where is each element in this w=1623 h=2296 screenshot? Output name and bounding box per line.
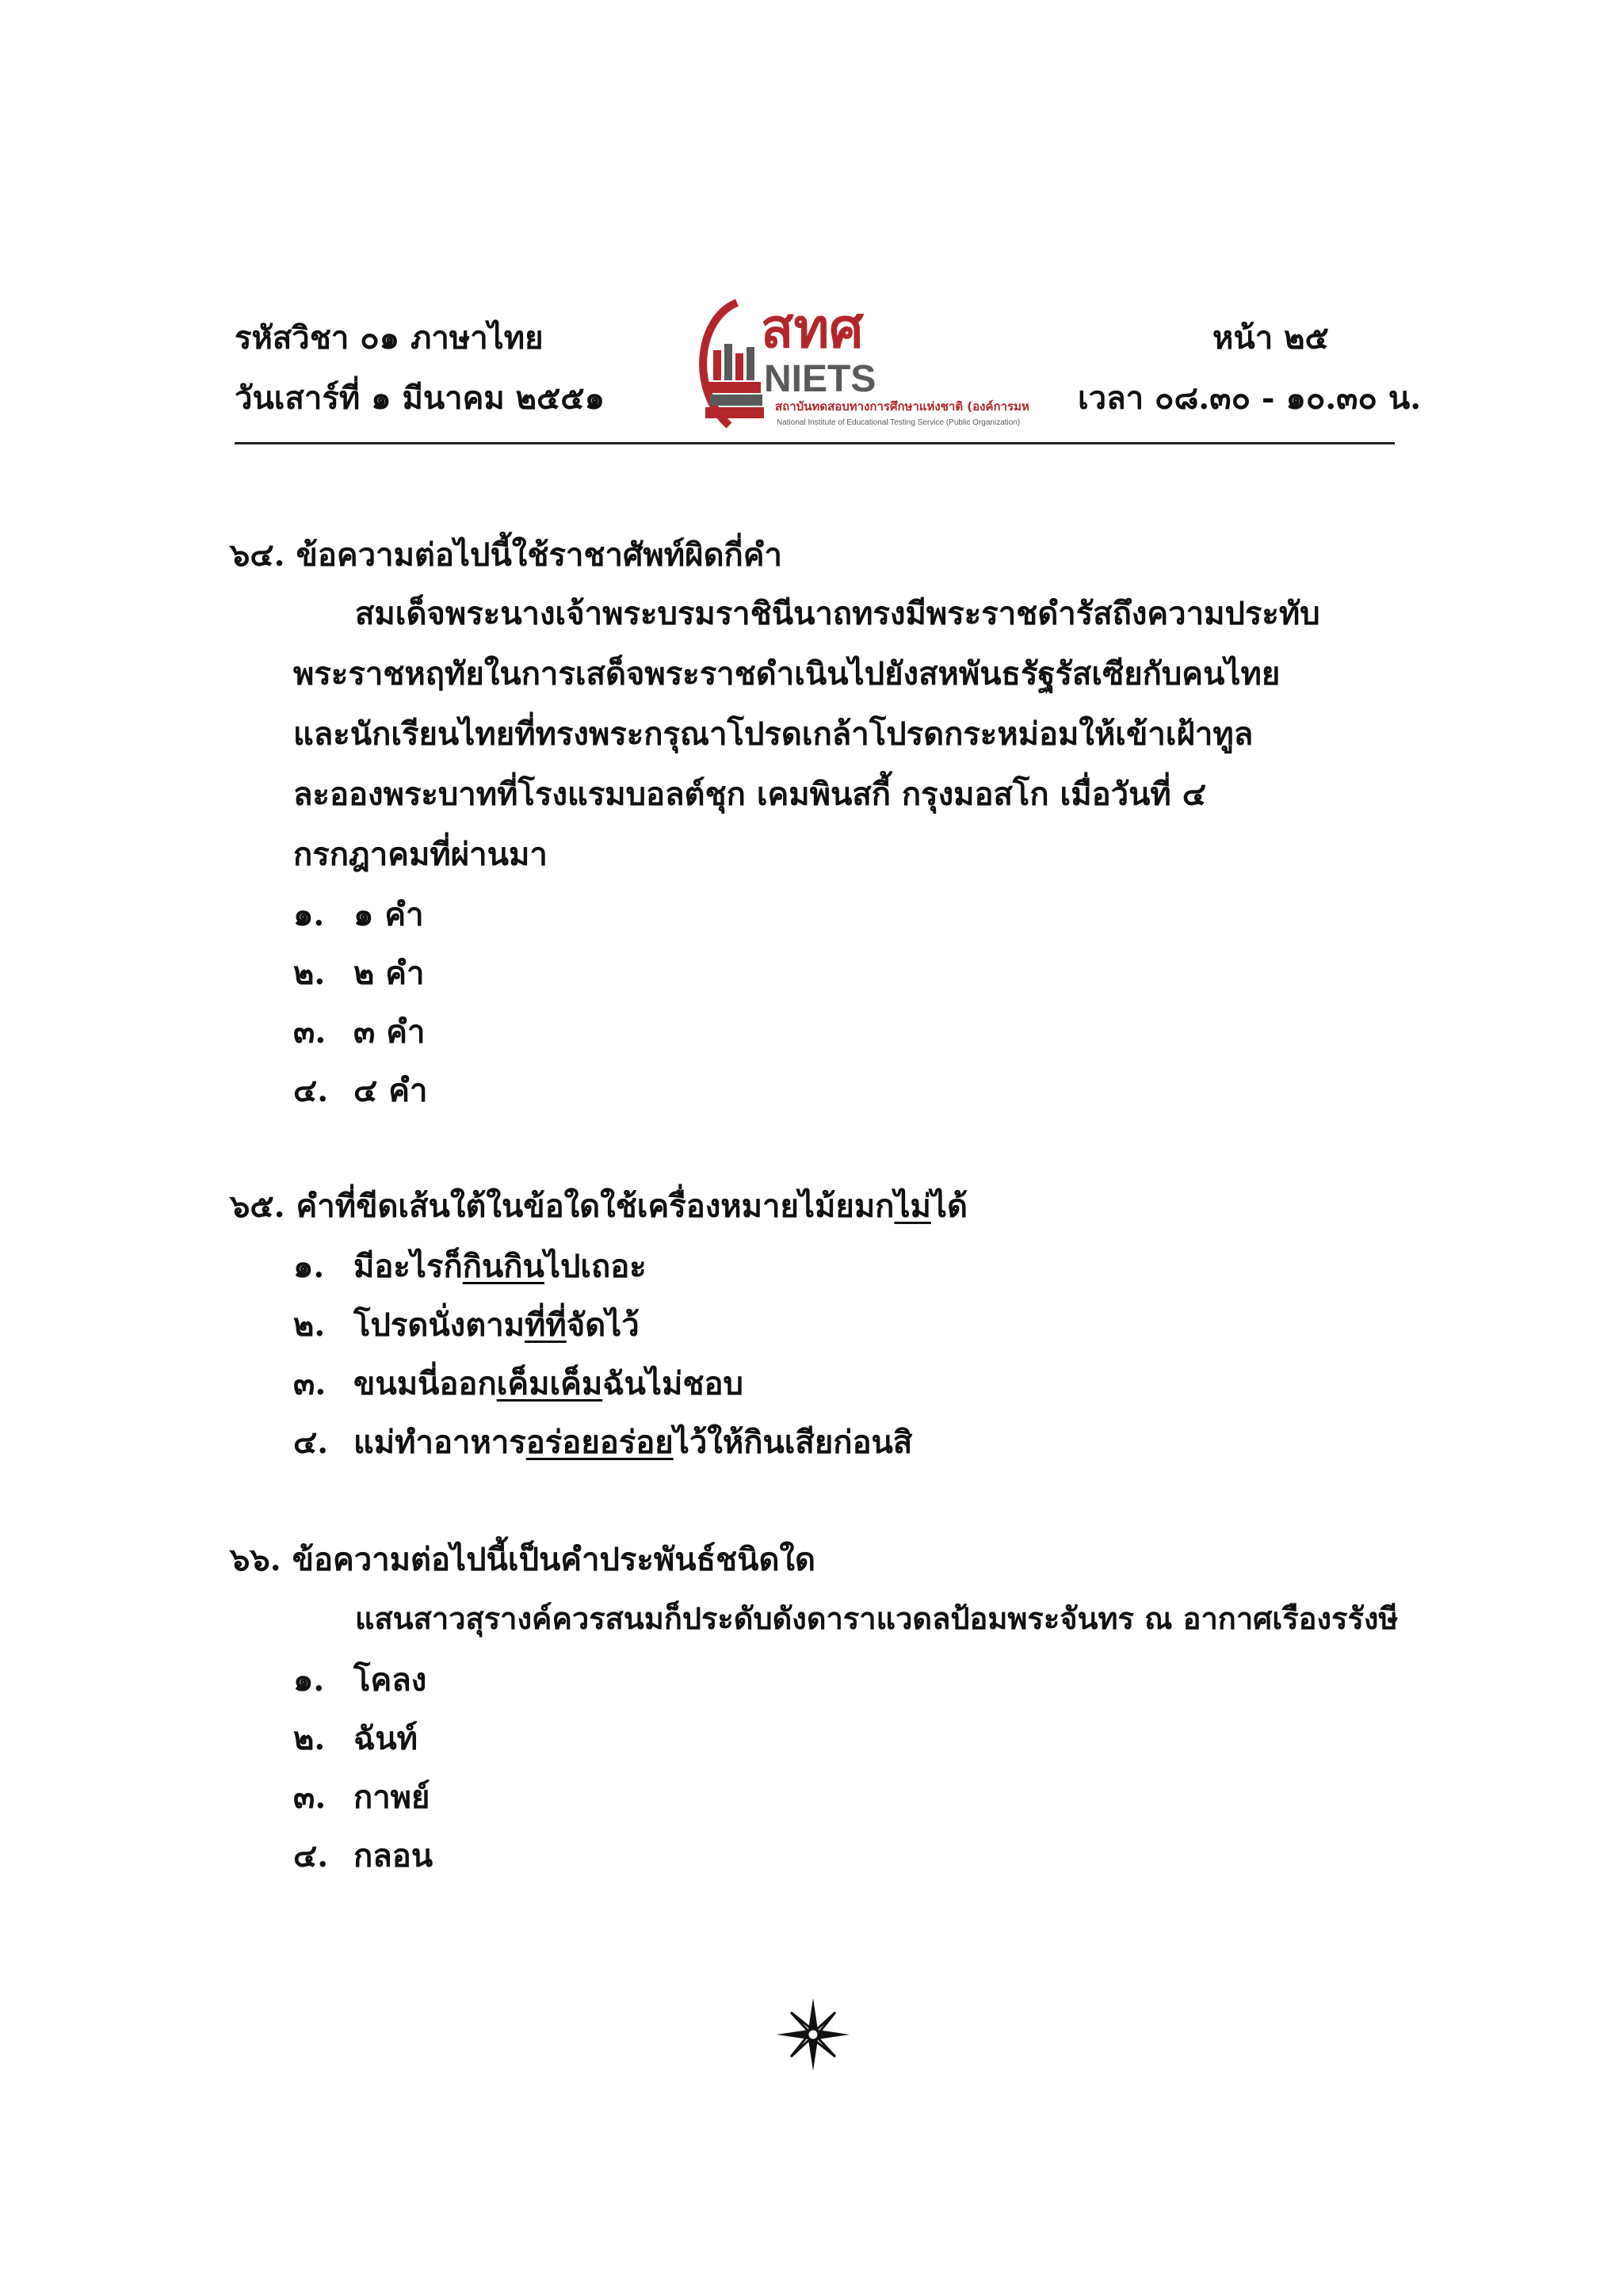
- option-text-underlined: กินกิน: [462, 1248, 544, 1285]
- option-text-before: โปรดนั่งตาม: [353, 1306, 525, 1344]
- option-text-before: แม่ทำอาหาร: [353, 1424, 526, 1461]
- option-text: กาพย์: [353, 1779, 430, 1816]
- logo-title: สทศ: [761, 298, 864, 360]
- q65-option-3[interactable]: [293, 1358, 743, 1409]
- niets-logo: [682, 295, 1030, 431]
- q64-passage-line-4: ละอองพระบาทที่โรงแรมบอลต์ชุก เคมพินสกี้ กรุงมอสโก เมื่อวันที่ ๔: [293, 776, 1206, 813]
- option-number: ๒.: [293, 1306, 326, 1344]
- option-text: ๓ คำ: [353, 1013, 426, 1051]
- exam-time: เวลา ๐๘.๓๐ - ๑๐.๓๐ น.: [1078, 379, 1422, 417]
- page-number: หน้า ๒๕: [1212, 319, 1329, 357]
- q66-passage: แสนสาวสุรางค์ควรสนมก็ประดับดังดาราแวดลป้อมพระจันทร ณ อากาศเรืองรรังษี: [355, 1600, 1399, 1636]
- option-number: ๑.: [293, 1661, 325, 1699]
- option-text: ๑ คำ: [353, 896, 424, 933]
- option-text: โคลง: [353, 1661, 427, 1699]
- q66-option-1[interactable]: [293, 1654, 426, 1705]
- option-text-after: ฉันไม่ชอบ: [602, 1365, 743, 1402]
- header-divider: [235, 442, 1395, 444]
- option-number: ๓.: [293, 1365, 327, 1402]
- option-text-before: ขนมนี่ออก: [353, 1365, 497, 1402]
- subject-code: รหัสวิชา ๐๑ ภาษาไทย: [235, 319, 544, 357]
- option-number: ๒.: [293, 955, 326, 992]
- option-number: ๓.: [293, 1779, 327, 1816]
- q65-option-1[interactable]: [293, 1241, 647, 1291]
- q65-option-2[interactable]: [293, 1299, 640, 1350]
- logo-org-en: National Institute of Educational Testing Service (Public Organization): [777, 418, 1021, 427]
- logo-org-th: สถาบันทดสอบทางการศึกษาแห่งชาติ (องค์การมหาชน): [775, 399, 1030, 414]
- option-text-underlined: อร่อยอร่อย: [525, 1424, 674, 1461]
- q64-option-1[interactable]: [293, 889, 424, 940]
- option-number: ๔.: [293, 1424, 329, 1461]
- q66-option-4[interactable]: [293, 1830, 433, 1881]
- q66-option-3[interactable]: [293, 1772, 430, 1822]
- q65-option-4[interactable]: [293, 1417, 912, 1467]
- q65-prompt-after: ได้: [930, 1188, 968, 1225]
- q64-passage-line-1: สมเด็จพระนางเจ้าพระบรมราชินีนาถทรงมีพระราชดำรัสถึงความประทับ: [355, 595, 1320, 632]
- option-text: ๔ คำ: [353, 1072, 428, 1109]
- q64-option-2[interactable]: [293, 948, 425, 998]
- option-number: ๔.: [293, 1072, 329, 1109]
- q66-option-2[interactable]: [293, 1713, 418, 1764]
- option-text: กลอน: [353, 1837, 433, 1875]
- option-number: ๔.: [293, 1837, 329, 1875]
- q64-passage-line-2: พระราชหฤทัยในการเสด็จพระราชดำเนินไปยังสหพันธรัฐรัสเซียกับคนไทย: [293, 655, 1281, 692]
- compass-star-icon: [775, 1997, 851, 2073]
- q64-passage-line-5: กรกฎาคมที่ผ่านมา: [293, 836, 548, 873]
- q66-prompt: ๖๖. ข้อความต่อไปนี้เป็นคำประพันธ์ชนิดใด: [230, 1541, 815, 1578]
- option-text-after: ไปเถอะ: [544, 1248, 647, 1285]
- q64-prompt: ๖๔. ข้อความต่อไปนี้ใช้ราชาศัพท์ผิดกี่คำ: [230, 536, 782, 574]
- option-number: ๑.: [293, 1248, 325, 1285]
- option-text-underlined: เค็มเค็ม: [496, 1365, 603, 1402]
- niets-logo-graphic: [682, 295, 1030, 431]
- q65-prompt-underlined: ไม่: [894, 1188, 931, 1225]
- option-number: ๓.: [293, 1013, 327, 1051]
- option-text-after: จัดไว้: [566, 1306, 640, 1344]
- option-text-before: มีอะไรก็: [353, 1248, 463, 1285]
- exam-date: วันเสาร์ที่ ๑ มีนาคม ๒๕๕๑: [235, 379, 605, 417]
- option-text-underlined: ที่ที่: [525, 1306, 567, 1344]
- q65-prompt: [230, 1180, 968, 1231]
- option-number: ๑.: [293, 896, 325, 933]
- q64-option-4[interactable]: [293, 1065, 427, 1116]
- option-text: ๒ คำ: [353, 955, 425, 992]
- option-text-after: ไว้ให้กินเสียก่อนสิ: [673, 1424, 913, 1461]
- logo-abbr: NIETS: [764, 358, 876, 400]
- option-text: ฉันท์: [353, 1720, 418, 1757]
- q64-passage-line-3: และนักเรียนไทยที่ทรงพระกรุณาโปรดเกล้าโปรดกระหม่อมให้เข้าเฝ้าทูล: [293, 715, 1254, 753]
- q64-option-3[interactable]: [293, 1006, 426, 1057]
- q65-prompt-before: ๖๕. คำที่ขีดเส้นใต้ในข้อใดใช้เครื่องหมายไม้ยมก: [230, 1188, 895, 1225]
- option-number: ๒.: [293, 1720, 326, 1757]
